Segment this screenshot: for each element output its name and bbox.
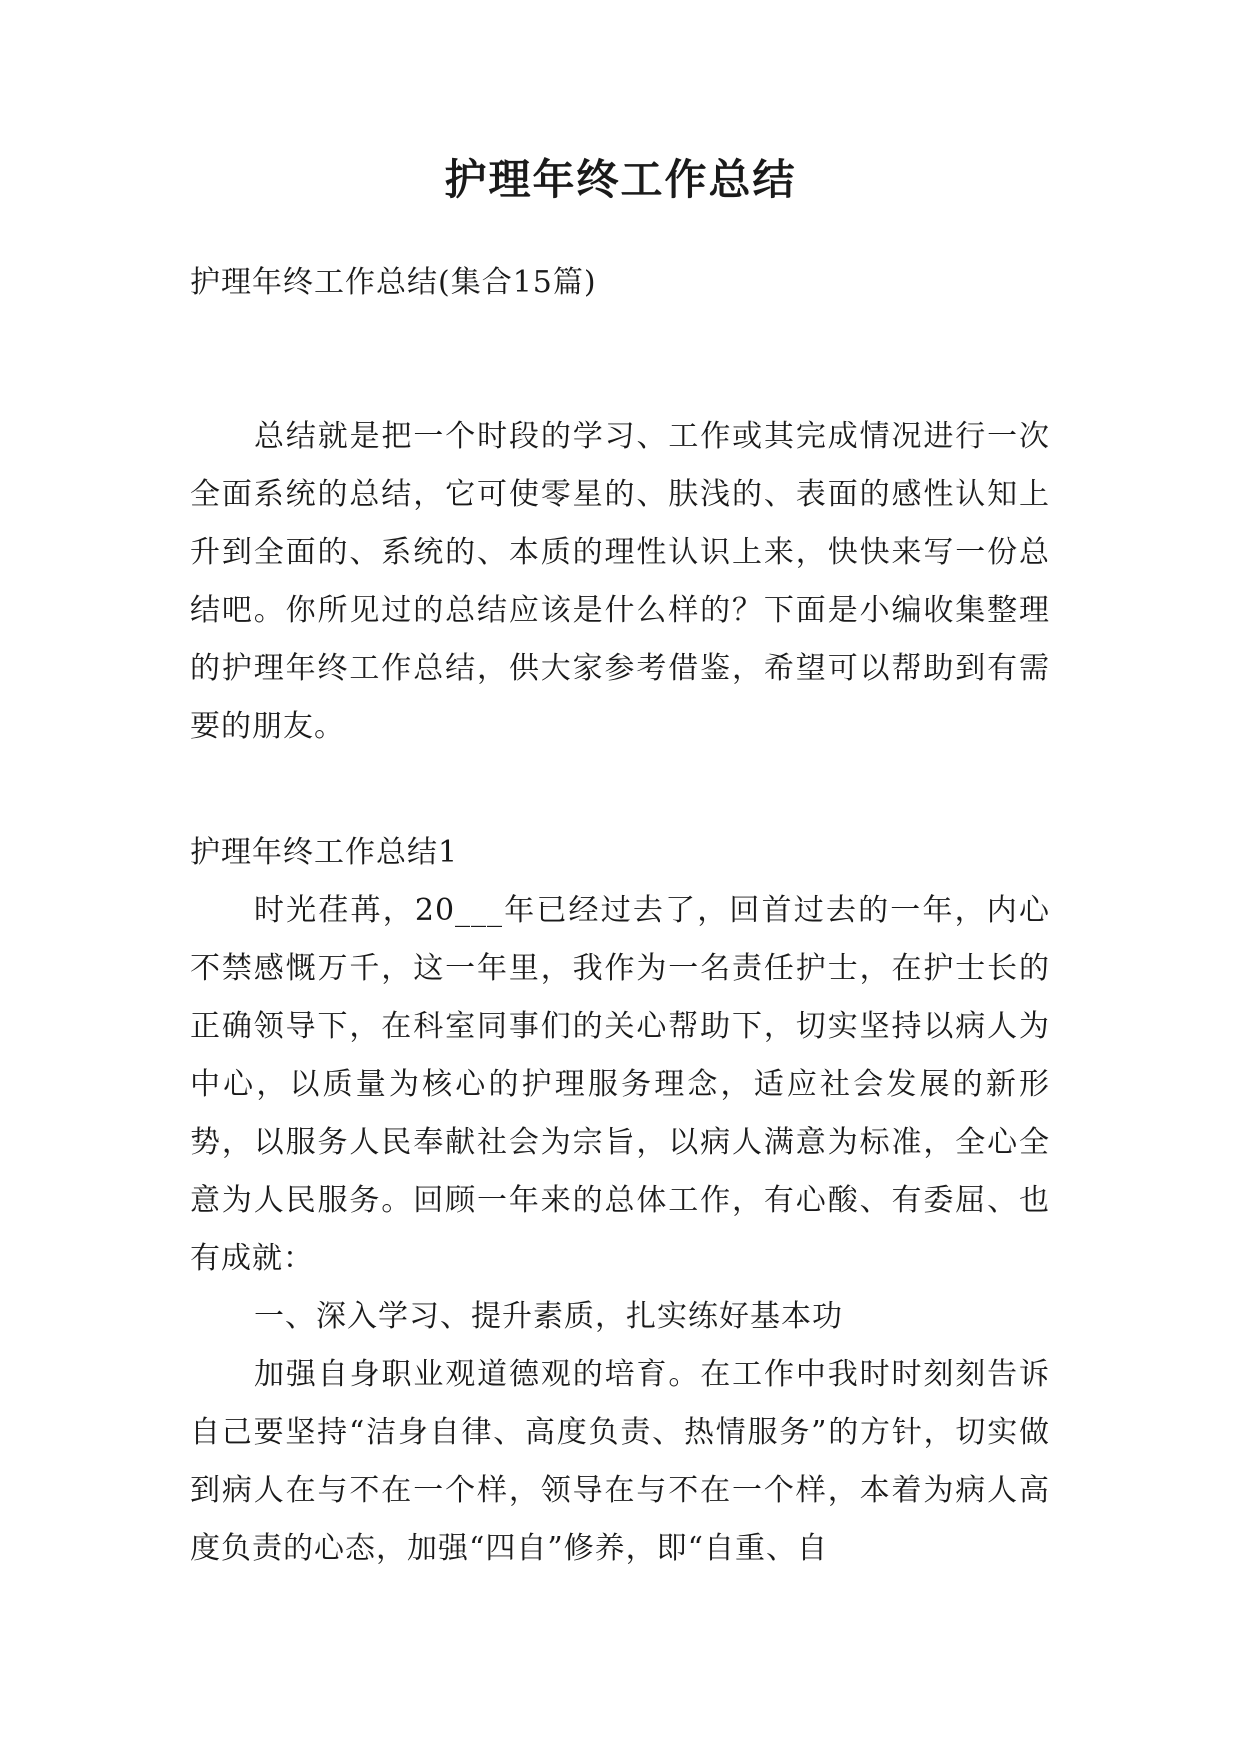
document-title: 护理年终工作总结 [444, 155, 797, 204]
section-1-heading: 护理年终工作总结1 [190, 835, 459, 870]
section-1-subheading: 一、深入学习、提升素质，扎实练好基本功 [254, 1299, 843, 1334]
section-1-paragraph-2: 加强自身职业观道德观的培育。在工作中我时时刻刻告诉自己要坚持“洁身自律、高度负责、热情服务”的方针，切实做到病人在与不在一个样，领导在与不在一个样，本着为病人高度负责的心态，加强“四自”修养，即“自重、自 [190, 1357, 1050, 1566]
document-subtitle: 护理年终工作总结(集合15篇) [190, 265, 597, 300]
section-1-paragraph-1: 时光荏苒，20___年已经过去了，回首过去的一年，内心不禁感慨万千，这一年里，我作为一名责任护士，在护士长的正确领导下，在科室同事们的关心帮助下，切实坚持以病人为中心，以质量为核心的护理服务理念，适应社会发展的新形势，以服务人民奉献社会为宗旨，以病人满意为标准，全心全意为人民服务。回顾一年来的总体工作，有心酸、有委屈、也有成就： [190, 893, 1050, 1276]
intro-paragraph: 总结就是把一个时段的学习、工作或其完成情况进行一次全面系统的总结，它可使零星的、肤浅的、表面的感性认知上升到全面的、系统的、本质的理性认识上来，快快来写一份总结吧。你所见过的总结应该是什么样的？下面是小编收集整理的护理年终工作总结，供大家参考借鉴，希望可以帮助到有需要的朋友。 [190, 419, 1050, 744]
section-1 [190, 832, 1050, 1578]
